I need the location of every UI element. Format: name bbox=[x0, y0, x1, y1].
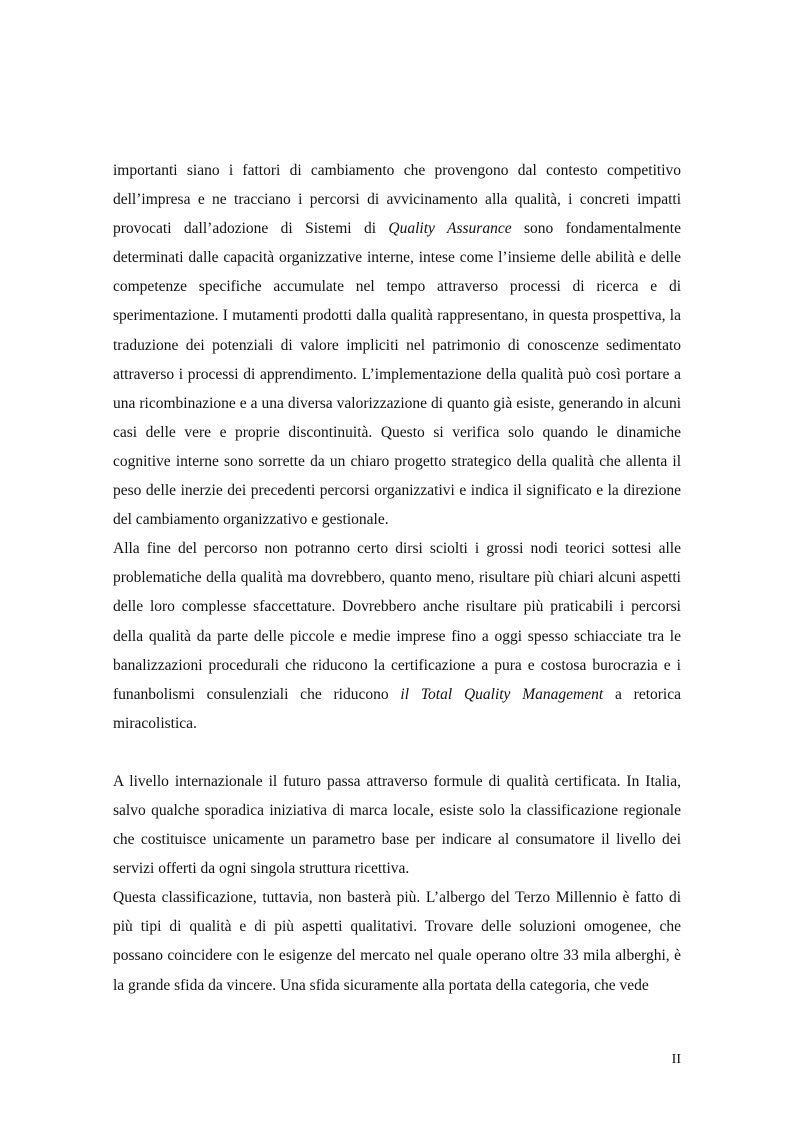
paragraph-1-italic-term: Quality Assurance bbox=[388, 220, 512, 238]
paragraph-2 bbox=[113, 534, 681, 738]
paragraph-4-text: Questa classificazione, tuttavia, non basterà più. L’albergo del Terzo Millennio è fatto di più tipi di qualità e di più aspetti qualitativi. Trovare delle soluzioni omogenee, che possano coincidere con le esigenze del mercato nel quale operano oltre 33 mila alberghi, è la grande sfida da vincere. Una sfida sicuramente alla portata della categoria, che vede bbox=[113, 889, 681, 994]
paragraph-3 bbox=[113, 767, 681, 883]
paragraph-4 bbox=[113, 883, 681, 999]
paragraph-1-text-cont: sono fondamentalmente determinati dalle capacità organizzative interne, intese come l’insieme delle abilità e delle competenze specifiche accumulate nel tempo attraverso processi di ricerca e di sperimentazione. I mutamenti prodotti dalla qualità rappresentano, in questa prospettiva, la traduzione dei potenziali di valore impliciti nel patrimonio di conoscenze sedimentato attraverso i processi di apprendimento. L’implementazione della qualità può così portare a una ricombinazione e a una diversa valorizzazione di quanto già esiste, generando in alcuni casi delle vere e proprie discontinuità. Questo si verifica solo quando le dinamiche cognitive interne sono sorrette da un chiaro progetto strategico della qualità che allenta il peso delle inerzie dei precedenti percorsi organizzativi e indica il significato e la direzione del cambiamento organizzativo e gestionale. bbox=[113, 220, 681, 529]
paragraph-1 bbox=[113, 156, 681, 534]
paragraph-1-text: importanti siano i fattori di cambiamento che provengono dal contesto competitivo dell’impresa e ne tracciano i percorsi di avvicinamento alla qualità, i concreti impatti provocati dall’adozione di Sistemi di bbox=[113, 162, 681, 238]
page-number: II bbox=[671, 1052, 681, 1067]
paragraph-2-italic-term: il Total Quality Management bbox=[400, 685, 604, 703]
paragraph-3-text: A livello internazionale il futuro passa attraverso formule di qualità certificata. In Italia, salvo qualche sporadica iniziativa di marca locale, esiste solo la classificazione regionale che costituisce unicamente un parametro base per indicare al consumatore il livello dei servizi offerti da ogni singola struttura ricettiva. bbox=[113, 772, 681, 878]
document-body bbox=[113, 156, 681, 1000]
paragraph-2-text: Alla fine del percorso non potranno certo dirsi sciolti i grossi nodi teorici sottesi alle problematiche della qualità ma dovrebbero, quanto meno, risultare più chiari alcuni aspetti delle loro complesse sfaccettature. Dovrebbero anche risultare più praticabili i percorsi della qualità da parte delle piccole e medie imprese fino a oggi spesso schiacciate tra le banalizzazioni procedurali che riducono la certificazione a pura e costosa burocrazia e i funanbolismi consulenziali che riducono bbox=[113, 540, 681, 703]
paragraph-2-text-cont: a retorica miracolistica. bbox=[113, 685, 681, 732]
